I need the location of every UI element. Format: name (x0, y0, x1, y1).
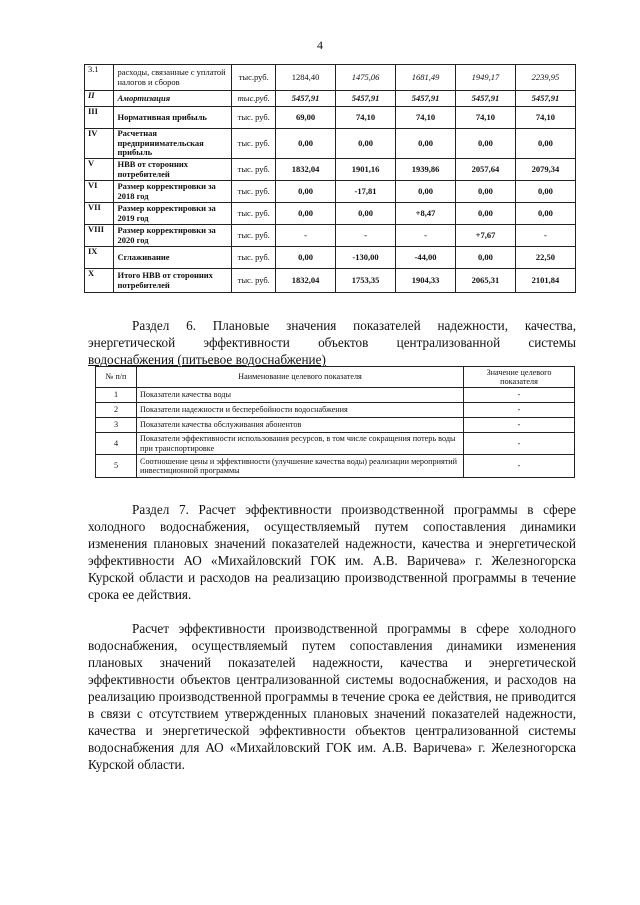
row-code: 3.1 (85, 65, 114, 91)
row-unit: тыс.руб. (232, 91, 276, 107)
row-name: Размер корректировки за 2018 год (114, 181, 232, 203)
row-name: Итого НВВ от сторонних потребителей (114, 269, 232, 293)
row-value: 0,00 (396, 129, 456, 159)
row-code: II (85, 91, 114, 107)
row-value: 0,00 (276, 181, 336, 203)
row-value: 74,10 (515, 107, 575, 129)
final-paragraph: Расчет эффективности производственной программы в сфере холодного водоснабжения, осуществляемый путем сопоставления динамики изменения плановых значений показателей надежности, качества и энергетической эффективности объектов централизованной системы водоснабжения, и расходов на реализацию производственной программы в течение срока ее действия, не приводится в связи с отсутствием утвержденных плановых значений показателей надежности, качества и энергетической эффективности объектов централизованной системы водоснабжения для АО «Михайловский ГОК им. А.В. Варичева» г. Железногорска Курской области. (88, 621, 576, 772)
indicator-num: 5 (96, 455, 137, 478)
row-value: 0,00 (336, 203, 396, 225)
row-code: X (85, 269, 114, 293)
row-value: 1939,86 (396, 159, 456, 181)
indicators-table-row (96, 455, 575, 478)
row-code: III (85, 107, 114, 129)
row-value: 1475,06 (336, 65, 396, 91)
section-6-heading-line-1: Раздел 6. Плановые значения показателей надежности, качества, (132, 318, 576, 333)
row-value: 2079,34 (515, 159, 575, 181)
financial-table-row (85, 91, 576, 107)
row-value: 5457,91 (455, 91, 515, 107)
indicators-table-row (96, 418, 575, 433)
indicators-table-row (96, 388, 575, 403)
row-value: 0,00 (336, 129, 396, 159)
row-value: 1949,17 (455, 65, 515, 91)
row-value: 0,00 (515, 203, 575, 225)
indicator-name: Показатели качества воды (137, 388, 464, 403)
row-unit: тыс. руб. (232, 247, 276, 269)
row-unit: тыс. руб. (232, 159, 276, 181)
row-value: 1832,04 (276, 269, 336, 293)
row-value: 74,10 (336, 107, 396, 129)
section-7-paragraph: Раздел 7. Расчет эффективности производственной программы в сфере холодного водоснабжения, осуществляемый путем сопоставления динамики изменения плановых значений показателей надежности, качества и энергетической эффективности АО «Михайловский ГОК им. А.В. Варичева» г. Железногорска Курской области и расходов на реализацию производственной программы в течение срока ее действия. (88, 502, 576, 602)
row-name: Расчетная предпринимательская прибыль (114, 129, 232, 159)
row-value: +7,67 (455, 225, 515, 247)
row-value: - (336, 225, 396, 247)
row-value: - (396, 225, 456, 247)
row-name: Сглаживание (114, 247, 232, 269)
row-name: Размер корректировки за 2020 год (114, 225, 232, 247)
row-value: -44,00 (396, 247, 456, 269)
row-value: 1681,49 (396, 65, 456, 91)
financial-table-row (85, 181, 576, 203)
row-value: -130,00 (336, 247, 396, 269)
indicator-name: Показатели эффективности использования ресурсов, в том числе сокращения потерь воды при транспортировке (137, 433, 464, 455)
row-name: Нормативная прибыль (114, 107, 232, 129)
row-value: +8,47 (396, 203, 456, 225)
financial-table-row (85, 269, 576, 293)
indicator-value: - (464, 418, 575, 433)
row-unit: тыс. руб. (232, 181, 276, 203)
row-value: 5457,91 (396, 91, 456, 107)
row-value: - (276, 225, 336, 247)
row-value: 0,00 (396, 181, 456, 203)
row-unit: тыс.руб. (232, 65, 276, 91)
header-num: № п/п (96, 367, 137, 388)
financial-table-row (85, 129, 576, 159)
row-value: 1284,40 (276, 65, 336, 91)
row-value: 2057,64 (455, 159, 515, 181)
row-value: 0,00 (276, 203, 336, 225)
row-value: 1832,04 (276, 159, 336, 181)
indicator-value: - (464, 388, 575, 403)
row-value: 1904,33 (396, 269, 456, 293)
row-value: 5457,91 (276, 91, 336, 107)
row-code: VII (85, 203, 114, 225)
row-code: VI (85, 181, 114, 203)
indicator-num: 3 (96, 418, 137, 433)
section-6-heading-line-3: водоснабжения (питьевое водоснабжение) (88, 352, 326, 367)
indicator-num: 4 (96, 433, 137, 455)
indicators-table (95, 366, 575, 478)
section-6-heading-line-2: энергетической эффективности объектов централизованной системы (88, 335, 576, 350)
row-value: 0,00 (455, 181, 515, 203)
row-value: 2101,84 (515, 269, 575, 293)
row-unit: тыс. руб. (232, 203, 276, 225)
row-name: Размер корректировки за 2019 год (114, 203, 232, 225)
row-value: 2065,31 (455, 269, 515, 293)
indicator-num: 2 (96, 403, 137, 418)
row-value: 5457,91 (336, 91, 396, 107)
financial-table-row (85, 203, 576, 225)
row-unit: тыс. руб. (232, 225, 276, 247)
row-value: 0,00 (455, 247, 515, 269)
header-name: Наименование целевого показателя (137, 367, 464, 388)
row-value: - (515, 225, 575, 247)
row-value: 5457,91 (515, 91, 575, 107)
row-unit: тыс. руб. (232, 129, 276, 159)
financial-table-row (85, 247, 576, 269)
financial-table-row (85, 65, 576, 91)
indicator-num: 1 (96, 388, 137, 403)
financial-table (84, 64, 576, 293)
indicators-table-row (96, 433, 575, 455)
row-name: расходы, связанные с уплатой налогов и сборов (114, 65, 232, 91)
row-value: 2239,95 (515, 65, 575, 91)
row-name: НВВ от сторонних потребителей (114, 159, 232, 181)
row-value: 1753,35 (336, 269, 396, 293)
row-value: 0,00 (276, 129, 336, 159)
row-value: 0,00 (455, 129, 515, 159)
section-6-heading (88, 317, 576, 368)
row-value: -17,81 (336, 181, 396, 203)
row-value: 74,10 (455, 107, 515, 129)
row-value: 69,00 (276, 107, 336, 129)
row-code: IV (85, 129, 114, 159)
row-code: V (85, 159, 114, 181)
row-value: 22,50 (515, 247, 575, 269)
row-value: 0,00 (515, 129, 575, 159)
financial-table-row (85, 225, 576, 247)
row-value: 0,00 (455, 203, 515, 225)
row-code: IX (85, 247, 114, 269)
row-unit: тыс. руб. (232, 269, 276, 293)
indicators-table-row (96, 403, 575, 418)
row-value: 1901,16 (336, 159, 396, 181)
page-number: 4 (317, 38, 323, 52)
indicator-name: Показатели надежности и бесперебойности водоснабжения (137, 403, 464, 418)
financial-table-row (85, 159, 576, 181)
financial-table-row (85, 107, 576, 129)
indicators-table-header (96, 367, 575, 388)
row-code: VIII (85, 225, 114, 247)
row-name: Амортизация (114, 91, 232, 107)
row-value: 0,00 (515, 181, 575, 203)
row-value: 74,10 (396, 107, 456, 129)
indicator-value: - (464, 403, 575, 418)
indicator-name: Соотношение цены и эффективности (улучшение качества воды) реализации мероприятий инвестиционной программы (137, 455, 464, 478)
indicator-value: - (464, 433, 575, 455)
indicator-name: Показатели качества обслуживания абонентов (137, 418, 464, 433)
indicator-value: - (464, 455, 575, 478)
header-value: Значение целевого показателя (464, 367, 575, 388)
row-unit: тыс. руб. (232, 107, 276, 129)
row-value: 0,00 (276, 247, 336, 269)
